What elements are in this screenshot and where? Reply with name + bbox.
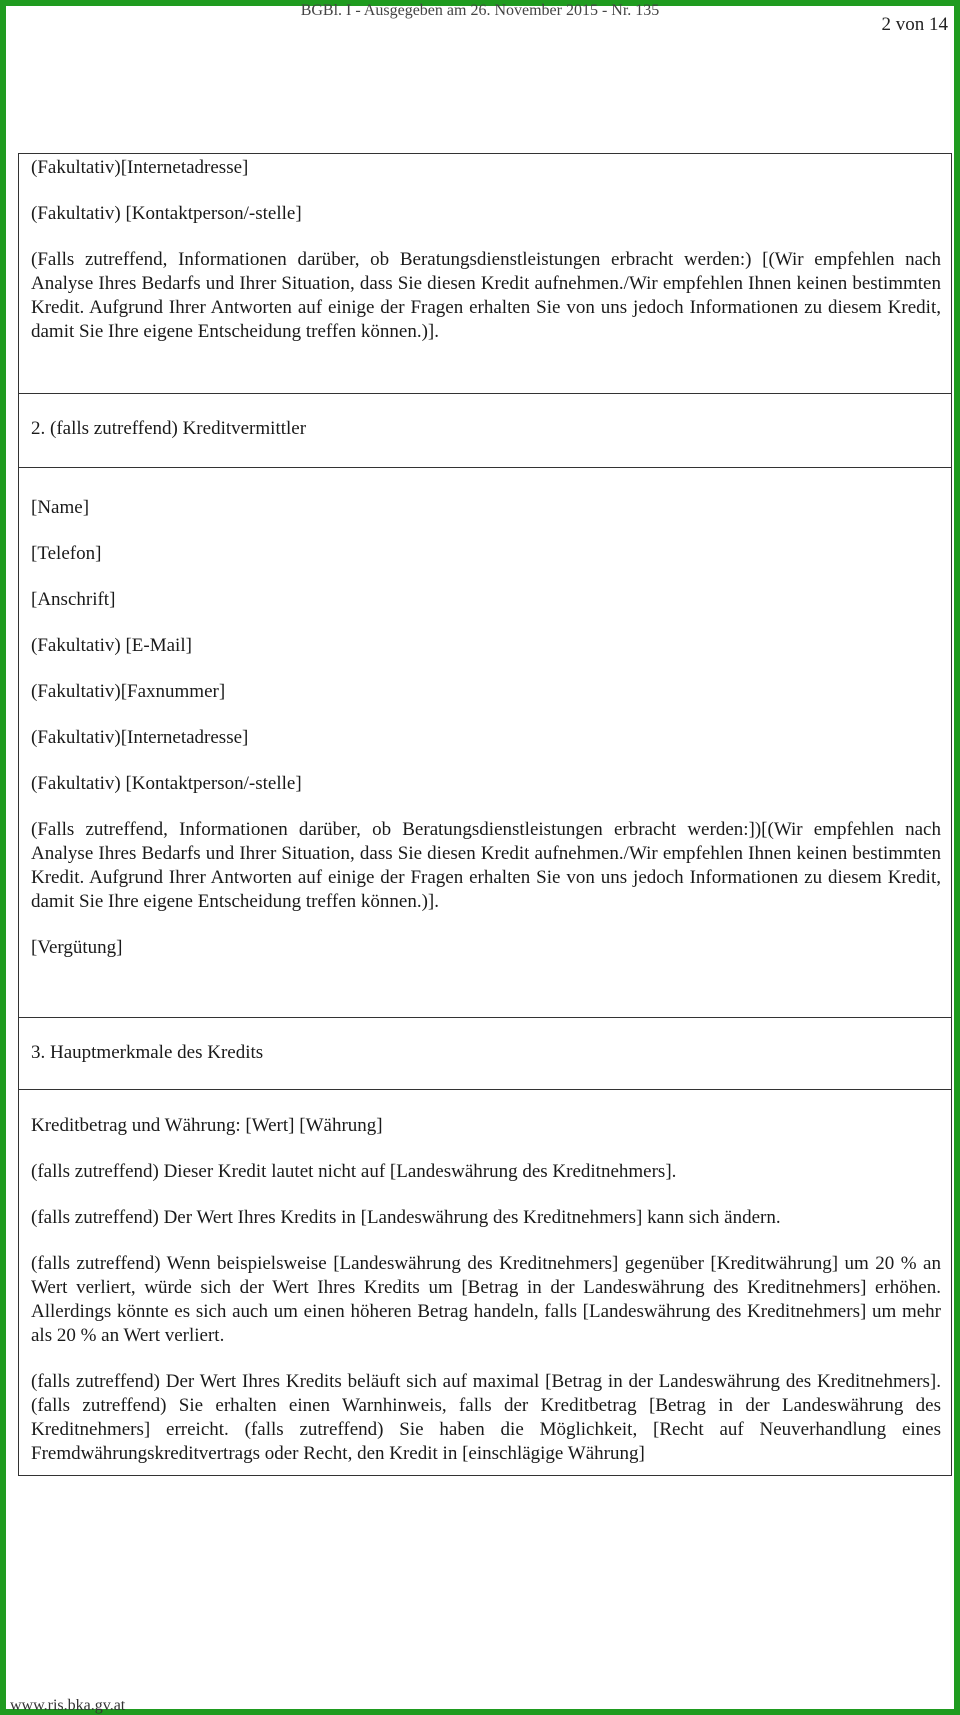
broker-heading: 2. (falls zutreffend) Kreditvermittler [31,418,307,439]
broker-email: (Fakultativ) [E-Mail] [31,635,192,656]
lender-advice-paragraph: (Falls zutreffend, Informationen darüber, ob Beratungsdienstleistungen erbracht werden:) [(Wir empfehlen nach Analyse Ihres Bedarfs und Ihrer Situation, dass Sie diesen Kredit aufnehmen./Wir empfehlen Ihnen keinen bestimmten Kredit. Aufgrund Ihrer Antworten auf einige der Fragen erhalten Sie von uns jedoch Informationen zu diesem Kredit, damit Sie Ihre eigene Entscheidung treffen können.)]. [31,249,941,342]
feature-amount-currency: Kreditbetrag und Währung: [Wert] [Währung] [31,1115,383,1136]
broker-address: [Anschrift] [31,589,116,610]
gazette-header: BGBl. I - Ausgegeben am 26. November 2015 - Nr. 135 [300,2,660,19]
features-details-row [19,1090,951,1475]
broker-name: [Name] [31,497,90,518]
broker-fax: (Fakultativ)[Faxnummer] [31,681,226,702]
lender-contact-line: (Fakultativ) [Kontaktperson/-stelle] [31,203,302,224]
broker-heading-row [19,394,951,468]
information-table [18,153,952,1476]
broker-contact: (Fakultativ) [Kontaktperson/-stelle] [31,773,302,794]
features-heading: 3. Hauptmerkmale des Kredits [31,1042,264,1063]
broker-details-row [19,468,951,1018]
features-heading-row [19,1018,951,1090]
broker-phone: [Telefon] [31,543,102,564]
feature-devaluation-example: (falls zutreffend) Wenn beispielsweise [Landeswährung des Kreditnehmers] gegenüber [Kreditwährung] um 20 % an Wert verliert, würde sich der Wert Ihres Kredits um [Betrag in der Landeswährung des Kreditnehmers] erhöhen. Allerdings könnte es sich auch um einen höheren Betrag handeln, falls [Landeswährung des Kreditnehmers] um mehr als 20 % an Wert verliert. [31,1253,941,1346]
lender-contact-row [19,154,951,394]
broker-fee: [Vergütung] [31,937,123,958]
feature-foreign-currency: (falls zutreffend) Dieser Kredit lautet nicht auf [Landeswährung des Kreditnehmers]. [31,1161,677,1182]
source-url: www.ris.bka.gv.at [10,1697,126,1714]
feature-value-change: (falls zutreffend) Der Wert Ihres Kredits in [Landeswährung des Kreditnehmers] kann sich ändern. [31,1207,781,1228]
broker-advice-paragraph: (Falls zutreffend, Informationen darüber, ob Beratungsdienstleistungen erbracht werden:])[(Wir empfehlen nach Analyse Ihres Bedarfs und Ihrer Situation, dass Sie diesen Kredit aufnehmen./Wir empfehlen Ihnen keinen bestimmten Kredit. Aufgrund Ihrer Antworten auf einige der Fragen erhalten Sie von uns jedoch Informationen zu diesem Kredit, damit Sie Ihre eigene Entscheidung treffen können.)]. [31,819,941,912]
page-number: 2 von 14 [881,14,948,35]
broker-internet: (Fakultativ)[Internetadresse] [31,727,249,748]
lender-internet-line: (Fakultativ)[Internetadresse] [31,157,249,178]
feature-maximum-value: (falls zutreffend) Der Wert Ihres Kredits beläuft sich auf maximal [Betrag in der Landeswährung des Kreditnehmers]. (falls zutreffend) Sie erhalten einen Warnhinweis, falls der Kreditbetrag [Betrag in der Landeswährung des Kreditnehmers] erreicht. (falls zutreffend) Sie haben die Möglichkeit, [Recht auf Neuverhandlung eines Fremdwährungskreditvertrags oder Recht, den Kredit in [einschlägige Währung] [31,1371,941,1464]
